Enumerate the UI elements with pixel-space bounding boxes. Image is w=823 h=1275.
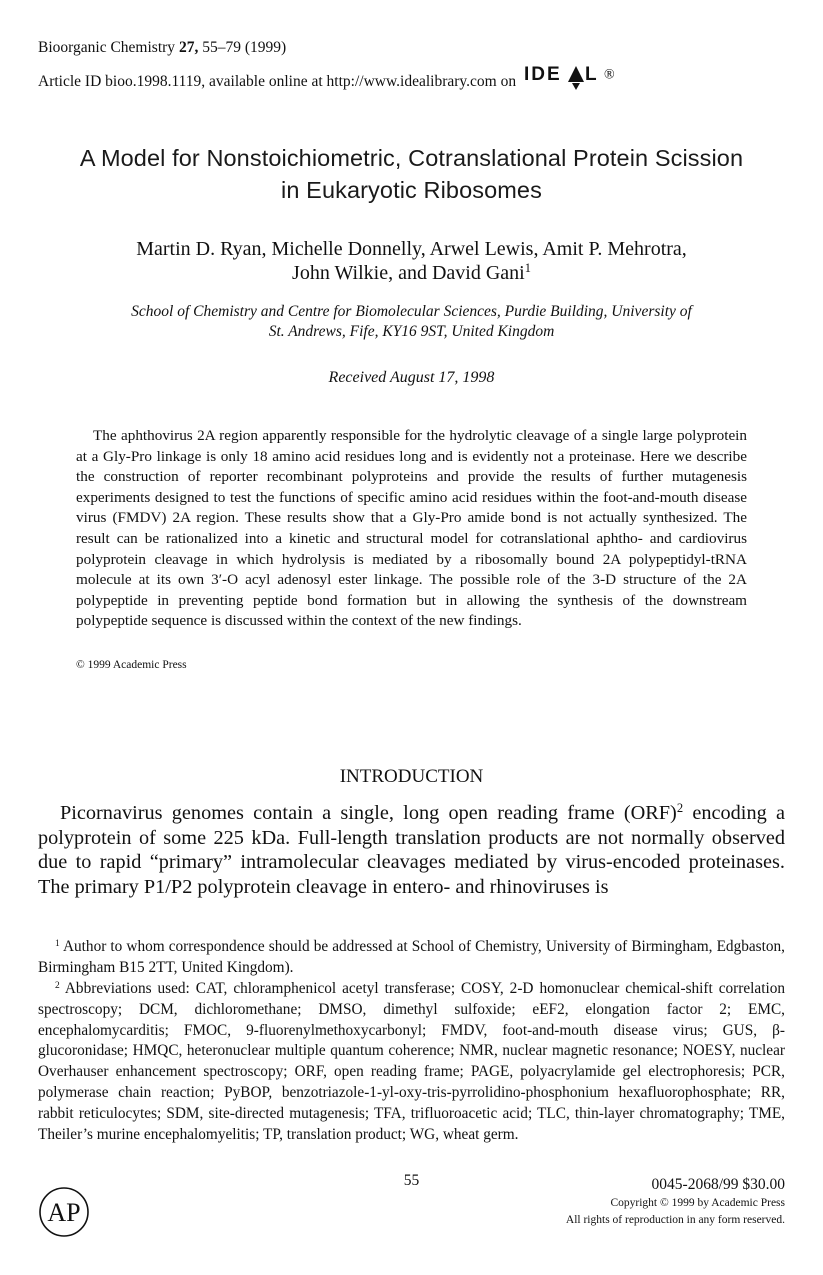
intro-text-part-1: Picornavirus genomes contain a single, long open reading frame (ORF) xyxy=(60,802,677,824)
section-heading-introduction: INTRODUCTION xyxy=(339,766,484,787)
journal-name: Bioorganic Chemistry xyxy=(38,39,176,56)
issn-price: 0045-2068/99 $30.00 xyxy=(651,1176,785,1193)
paper-title-line-2: in Eukaryotic Ribosomes xyxy=(281,177,542,203)
journal-pages-year: 55–79 (1999) xyxy=(202,39,287,56)
footnote-1 xyxy=(38,937,785,979)
abstract: The aphthovirus 2A region apparently responsible for the hydrolytic cleavage of a single large polyprotein at a Gly-Pro linkage is only 18 amino acid residues long and is evidently not a proteinase. Here we describe the construction of reporter recombinant polyproteins and provide the results of further mutagenesis experiments designed to test the functions of specific amino acid residues within the foot-and-mouth disease virus (FMDV) 2A region. These results show that a Gly-Pro amide bond is not actually synthesized. The result can be rationalized into a kinetic and structural model for cotranslational aphtho- and cardiovirus polyprotein cleavage in which hydrolysis is mediated by a ribosomally bound 2A polypeptidyl-tRNA molecule at its own 3′-O acyl adenosyl ester linkage. The possible role of the 3-D structure of the 2A polypeptide in preventing peptide bond formation but in allowing the synthesis of the downstream polypeptide sequence is discussed within the context of the new findings. xyxy=(76,427,747,630)
footnote-1-text: Author to whom correspondence should be addressed at School of Chemistry, University of Birmingham, Edgbaston, Birmingham B15 2TT, United Kingdom). xyxy=(38,938,785,976)
paper-title-line-1: A Model for Nonstoichiometric, Cotranslational Protein Scission xyxy=(79,145,744,171)
received-date: Received August 17, 1998 xyxy=(328,369,495,386)
affiliation-line-1: School of Chemistry and Centre for Biomolecular Sciences, Purdie Building, University of xyxy=(131,303,692,320)
affiliation-line-2: St. Andrews, Fife, KY16 9ST, United Kingdom xyxy=(268,323,555,340)
ideal-logo-a-triangle xyxy=(568,66,584,82)
registered-mark: ® xyxy=(603,67,615,83)
ap-logo-letters: AP xyxy=(47,1198,81,1227)
footnote-2-mark: 2 xyxy=(55,980,60,991)
author-line-1: Martin D. Ryan, Michelle Donnelly, Arwel Lewis, Amit P. Mehrotra, xyxy=(136,238,687,260)
journal-citation xyxy=(38,37,286,59)
affiliation xyxy=(60,302,763,342)
author-line-2 xyxy=(40,261,783,285)
paper-title xyxy=(30,142,793,206)
article-id-line xyxy=(38,60,615,97)
ideal-logo-a-foot xyxy=(572,83,580,90)
ideal-logo xyxy=(524,60,604,97)
introduction-paragraph xyxy=(38,801,785,899)
author-footnote-mark: 1 xyxy=(524,261,531,276)
academic-press-logo xyxy=(38,1186,90,1243)
rights-reserved: All rights of reproduction in any form reserved. xyxy=(565,1214,785,1226)
intro-text-part-2: encoding a polyprotein of some 225 kDa. Full-length translation products are not normally observed due to rapid “primary” intramolecular cleavages mediated by virus-encoded proteinases. The primary P1/P2 polyprotein cleavage in entero- and rhinoviruses is xyxy=(38,802,785,898)
ideal-logo-letter-l: L xyxy=(584,64,597,85)
publisher-copyright: Copyright © 1999 by Academic Press xyxy=(610,1197,785,1209)
journal-volume: 27, xyxy=(178,39,199,56)
abstract-copyright: © 1999 Academic Press xyxy=(76,659,187,671)
footnote-2 xyxy=(38,979,785,1145)
page-number: 55 xyxy=(403,1172,420,1189)
intro-footnote-mark: 2 xyxy=(676,801,684,816)
author-line-2-text: John Wilkie, and David Gani xyxy=(292,262,525,284)
footnote-2-text: Abbreviations used: CAT, chloramphenicol acetyl transferase; COSY, 2-D homonuclear chemical-shift correlation spectroscopy; DCM, dichloromethane; DMSO, dimethyl sulfoxide; eEF2, elongation factor 2; EMC, encephalomycarditis; FMOC, 9-fluorenylmethoxycarbonyl; FMDV, foot-and-mouth disease virus; GUS, β-glucoronidase; HMQC, heteronuclear multiple quantum coherence; NMR, nuclear magnetic resonance; NOESY, nuclear Overhauser enhancement spectroscopy; ORF, open reading frame; PAGE, polyacrylamide gel electrophoresis; PCR, polymerase chain reaction; PyBOP, benzotriazole-1-yl-oxy-tris-pyrrolidino-phosphonium hexafluorophosphate; RR, rabbit reticulocytes; SDM, site-directed mutagenesis; TFA, trifluoroacetic acid; TLC, thin-layer chromatography; TME, Theiler’s murine encephalomyelitis; TP, translation product; WG, wheat germ. xyxy=(38,980,785,1143)
publisher-rights xyxy=(566,1195,785,1229)
footnote-1-mark: 1 xyxy=(55,938,60,949)
article-id-text: Article ID bioo.1998.1119, available online at http://www.idealibrary.com on xyxy=(38,73,517,90)
ideal-logo-letters-left: IDE xyxy=(523,64,562,85)
author-list xyxy=(40,237,783,285)
